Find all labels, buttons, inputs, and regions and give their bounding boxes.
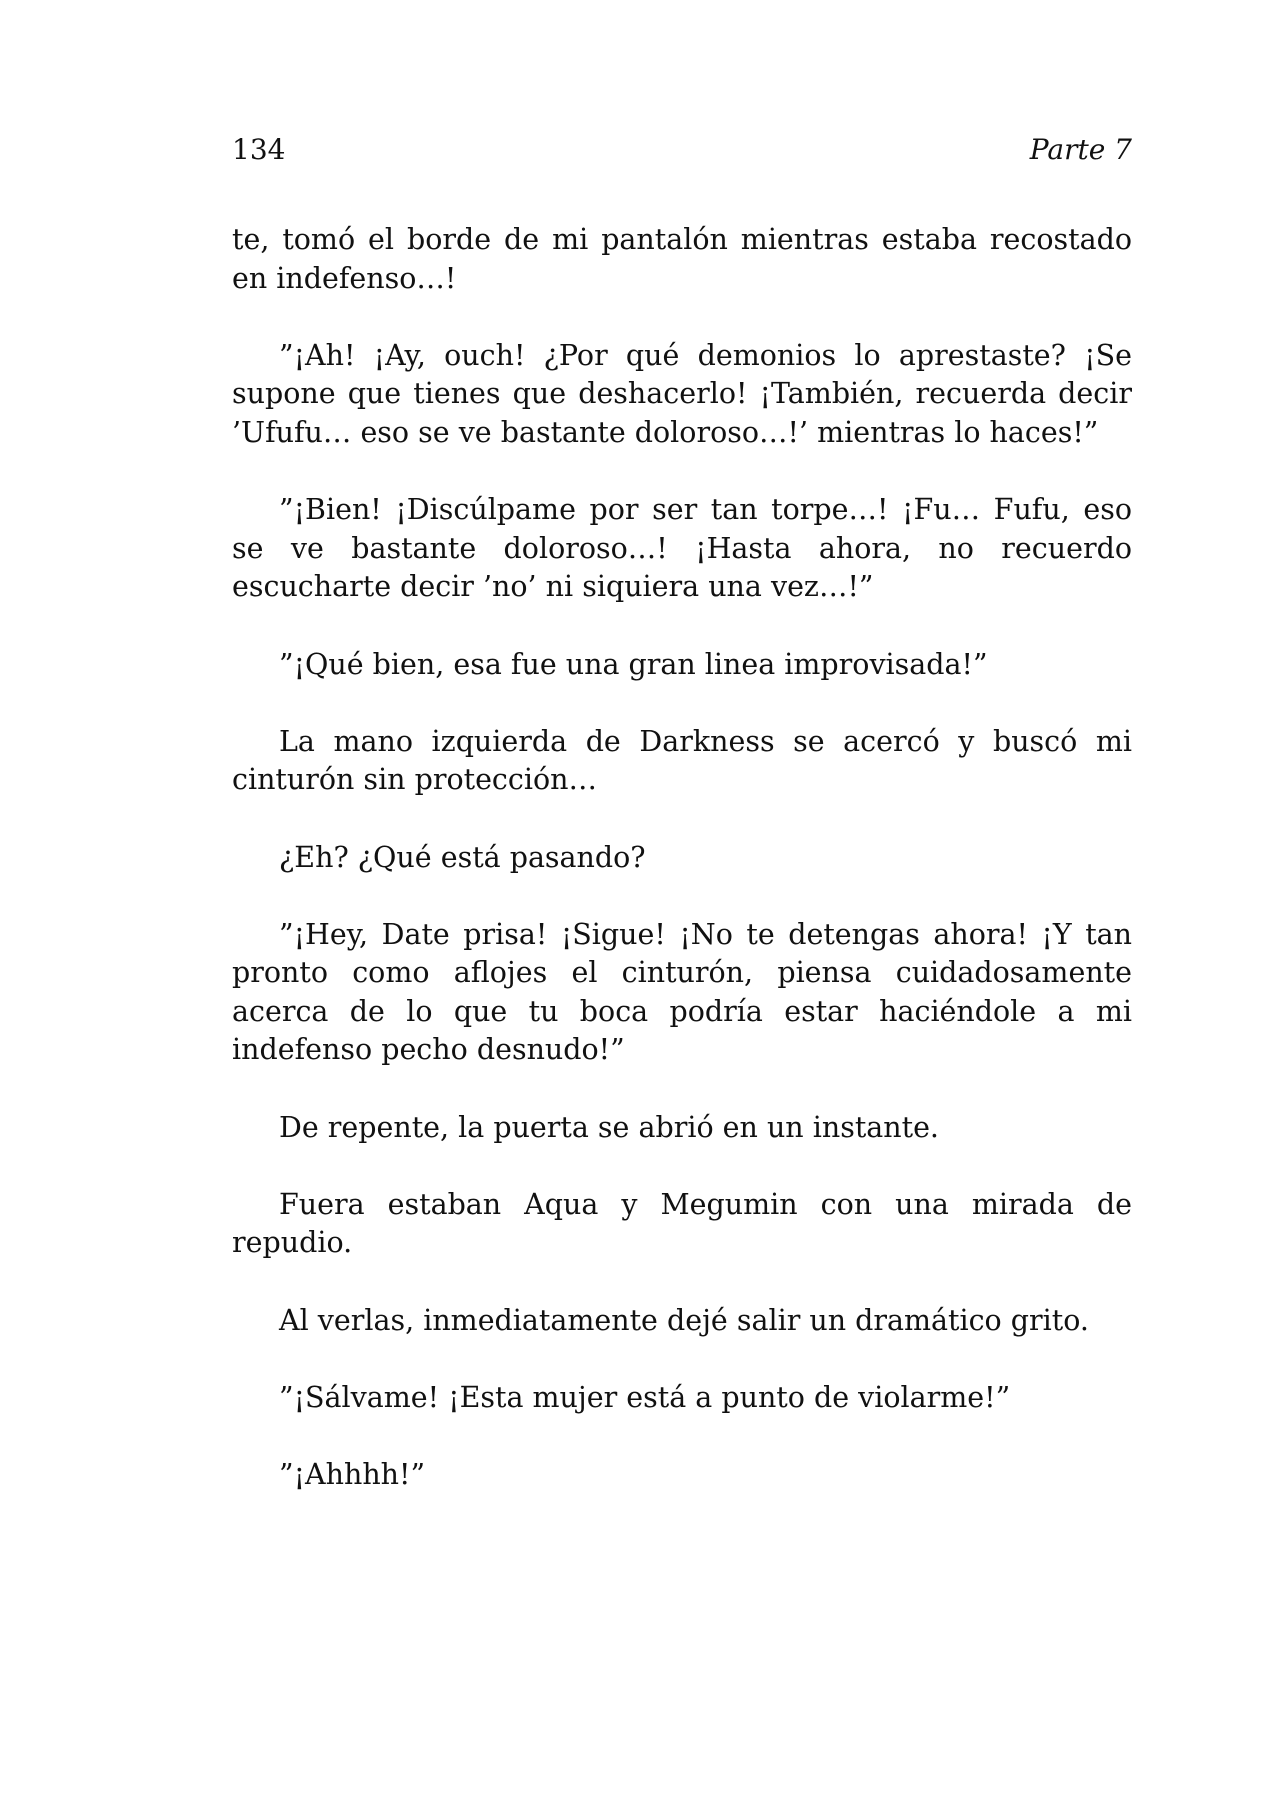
paragraph: ”¡Sálvame! ¡Esta mujer está a punto de violarme!” xyxy=(279,1380,1011,1414)
paragraph-continuation: te, tomó el borde de mi pantalón mientras estaba recostado en indefenso…! xyxy=(232,223,1132,295)
paragraph: Al verlas, inmediatamente dejé salir un dramático grito. xyxy=(279,1303,1089,1337)
paragraph: ”¡Ah! ¡Ay, ouch! ¿Por qué demonios lo aprestaste? ¡Se supone que tienes que deshacerlo! ¡También, recuerda decir ’Ufufu… eso se ve bastante doloroso…!’ mientras lo haces!” xyxy=(232,338,1132,449)
body-text xyxy=(232,221,1132,1533)
running-header xyxy=(232,130,1132,170)
paragraph: ”¡Hey, Date prisa! ¡Sigue! ¡No te detengas ahora! ¡Y tan pronto como aflojes el cinturón, piensa cuidadosamente acerca de lo que tu boca podría estar haciéndole a mi indefenso pecho desnudo!” xyxy=(232,917,1132,1067)
paragraph: ”¡Ahhhh!” xyxy=(279,1458,426,1491)
paragraph: De repente, la puerta se abrió en un instante. xyxy=(279,1110,939,1144)
paragraph: ¿Eh? ¿Qué está pasando? xyxy=(279,840,646,874)
paragraph: Fuera estaban Aqua y Megumin con una mirada de repudio. xyxy=(232,1187,1132,1260)
paragraph: ”¡Bien! ¡Discúlpame por ser tan torpe…! ¡Fu… Fufu, eso se ve bastante doloroso…! ¡Hasta ahora, no recuerdo escucharte decir ’no’ ni siquiera una vez…!” xyxy=(232,493,1132,604)
paragraph: ”¡Qué bien, esa fue una gran linea improvisada!” xyxy=(279,647,988,681)
page-number: 134 xyxy=(232,133,286,166)
chapter-title: Parte 7 xyxy=(1029,133,1132,166)
paragraph: La mano izquierda de Darkness se acercó y buscó mi cinturón sin protección… xyxy=(232,724,1132,797)
